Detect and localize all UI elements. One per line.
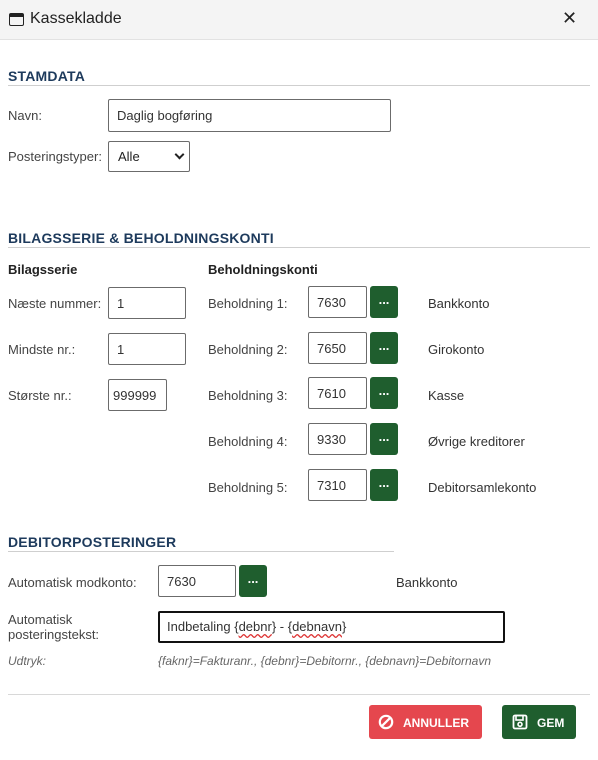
name-label: Navn: — [8, 108, 42, 123]
account-2-input[interactable] — [308, 332, 367, 364]
posting-type-select[interactable] — [108, 141, 190, 172]
debitor-divider — [8, 551, 394, 552]
bilag-divider — [8, 247, 590, 248]
auto-text-prefix: Indbetaling { — [167, 619, 239, 634]
debitor-heading: DEBITORPOSTERINGER — [8, 534, 177, 550]
ban-icon — [378, 714, 394, 730]
account-1-description: Bankkonto — [428, 296, 490, 311]
name-input[interactable] — [108, 99, 391, 132]
max-number-input[interactable] — [108, 379, 167, 411]
expression-help-text: {faknr}=Fakturanr., {debnr}=Debitornr., {debnavn}=Debitornavn — [158, 654, 492, 668]
auto-text-label-line1: Automatisk — [8, 612, 73, 627]
close-icon[interactable]: ✕ — [562, 8, 578, 28]
account-2-description: Girokonto — [428, 342, 485, 357]
auto-text-label-line2: posteringstekst: — [8, 627, 100, 642]
account-4-description: Øvrige kreditorer — [428, 434, 525, 449]
account-2-lookup-button[interactable]: ... — [370, 332, 398, 364]
account-4-input[interactable] — [308, 423, 367, 455]
account-3-lookup-button[interactable]: ... — [370, 377, 398, 409]
auto-account-lookup-button[interactable]: ... — [239, 565, 267, 597]
dialog-title: Kassekladde — [30, 10, 122, 27]
account-1-lookup-button[interactable]: ... — [370, 286, 398, 318]
save-button[interactable] — [502, 705, 576, 739]
dialog-header — [0, 0, 598, 40]
footer-divider — [8, 694, 590, 695]
account-4-lookup-button[interactable]: ... — [370, 423, 398, 455]
max-number-label: Største nr.: — [8, 388, 72, 403]
account-5-description: Debitorsamlekonto — [428, 480, 537, 495]
auto-account-description: Bankkonto — [396, 575, 458, 590]
account-4-label: Beholdning 4: — [208, 434, 288, 449]
account-3-label: Beholdning 3: — [208, 388, 288, 403]
account-2-label: Beholdning 2: — [208, 342, 288, 357]
auto-text-suffix: } — [341, 619, 347, 634]
auto-account-input[interactable] — [158, 565, 236, 597]
min-number-label: Mindste nr.: — [8, 342, 76, 357]
account-5-label: Beholdning 5: — [208, 480, 288, 495]
auto-account-label: Automatisk modkonto: — [8, 575, 137, 590]
chevron-down-icon — [175, 150, 185, 160]
expression-label: Udtryk: — [8, 654, 47, 668]
next-number-label: Næste nummer: — [8, 296, 102, 311]
account-1-label: Beholdning 1: — [208, 296, 288, 311]
account-3-input[interactable] — [308, 377, 367, 409]
auto-text-mid: } - { — [271, 619, 293, 634]
window-icon — [9, 13, 24, 26]
account-5-lookup-button[interactable]: ... — [370, 469, 398, 501]
auto-text-input[interactable] — [158, 611, 505, 643]
account-5-input[interactable] — [308, 469, 367, 501]
series-heading: Bilagsserie — [8, 262, 78, 277]
floppy-disk-icon — [512, 714, 528, 730]
bilag-heading: BILAGSSERIE & BEHOLDNINGSKONTI — [8, 230, 274, 246]
accounts-heading: Beholdningskonti — [208, 262, 318, 277]
cancel-button[interactable] — [369, 705, 482, 739]
cancel-button-label: ANNULLER — [403, 716, 469, 730]
account-3-description: Kasse — [428, 388, 465, 403]
auto-text-token-debnavn: debnavn — [292, 619, 342, 634]
auto-text-token-debnr: debnr — [238, 619, 272, 634]
posting-type-label: Posteringstyper: — [8, 149, 102, 164]
save-button-label: GEM — [537, 716, 565, 730]
account-1-input[interactable] — [308, 286, 367, 318]
stamdata-divider — [8, 85, 590, 86]
posting-type-value: Alle — [118, 149, 140, 164]
min-number-input[interactable] — [108, 333, 186, 365]
stamdata-heading: STAMDATA — [8, 68, 86, 84]
next-number-input[interactable] — [108, 287, 186, 319]
